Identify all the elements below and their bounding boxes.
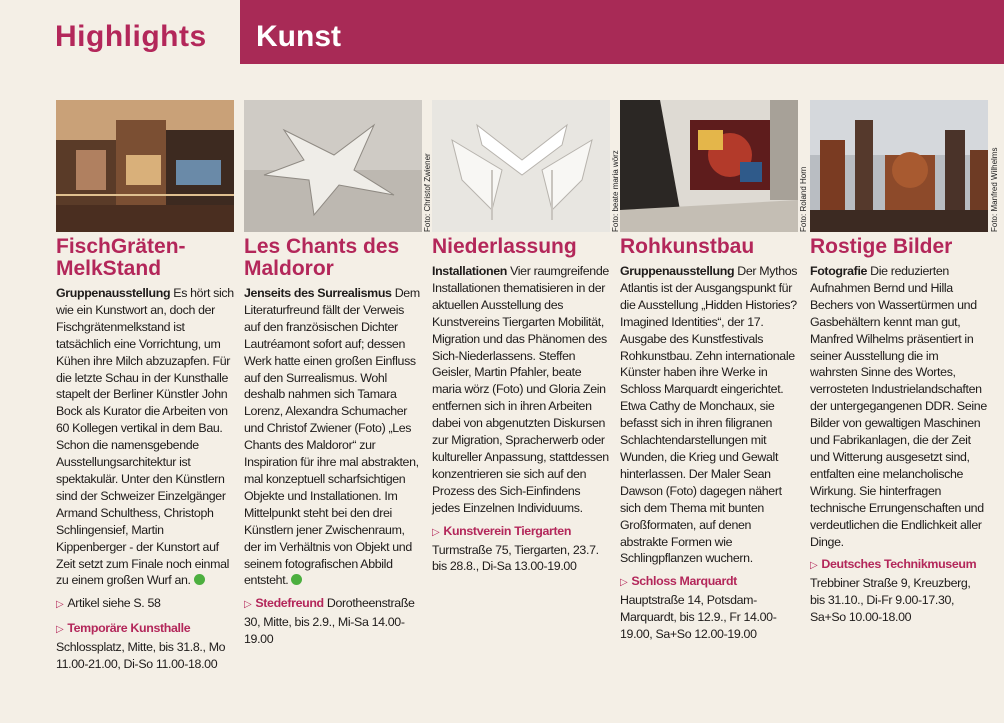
article-text: Dem Literaturfreund fällt der Verweis auf den französischen Dichter Lautréamont sofort auf; dessen Werk hatte einen großen Einfluss auf den Surrealismus. Wohl deshalb nahmen sich Tamara Lorenz, Alexandra Schumacher und Christof Zwiener (Foto) „Les Chants des Maldoror“ zur Inspiration für ihre mal abstrakten, mal konzeptuell scharfsichtigen Objekte und Installationen. Im Mittelpunkt steht bei den drei Künstlern jener Zwischenraum, der im Verhältnis von Objekt und seinem fotografischen Abbild entsteht. (244, 286, 420, 588)
triangle-icon: ▷ (810, 560, 818, 572)
photo-credit-2: Foto: Christof Zwiener (423, 153, 432, 232)
title-line: Rohkunstbau (620, 235, 755, 258)
article-title-4 (620, 236, 800, 258)
photo-credit-3: Foto: beate maria wörz (611, 150, 620, 232)
title-line: Les Chants des (244, 235, 400, 258)
photo-2 (244, 100, 422, 232)
category-bar (240, 0, 1004, 64)
photo-5 (810, 100, 988, 232)
title-line: Maldoror (244, 257, 334, 280)
article-body-5 (810, 263, 988, 626)
photo-maldoror (244, 100, 422, 232)
article-text: Vier raumgreifende Installationen thematisieren in der aktuellen Ausstellung des Kunstvereins Tiergarten Mobilität, Migration und das Phänomen des Sich-Niederlassens. Steffen Geisler, Martin Pfahler, beate maria wörz (Foto) und Gloria Zein entfernen sich in ihren Arbeiten dabei von abgenutzten Diskursen zur Migration, Spracherwerb oder kultureller Anpassung, stattdessen konzentrieren sie sich auf den Prozess des Sich-Einfindens jedes Einzelnen Individuums. (432, 264, 609, 515)
article-title-2 (244, 236, 424, 280)
venue-name: Schloss Marquardt (631, 574, 737, 589)
article-reference[interactable]: Artikel siehe S. 58 (67, 596, 161, 611)
article-lead: Gruppenausstellung (56, 286, 171, 300)
article-title-5 (810, 236, 990, 258)
photo-credit-5: Foto: Manfred Wilhelms (990, 147, 999, 232)
article-lead: Gruppenausstellung (620, 264, 735, 278)
article-lead: Installationen (432, 264, 507, 278)
title-line: MelkStand (56, 257, 162, 280)
venue-address: Turmstraße 75, Tiergarten, 23.7. bis 28.8., Di-Sa 13.00-19.00 (432, 542, 599, 574)
article-text: Es hört sich wie ein Kunstwort an, doch der Fischgrätenmelkstand ist tatsächlich eine Vorrichtung, um Kühen ihre Milch abzuzapfen. Für die letzte Schau in der Kunsthalle stapelt der Berliner Künstler John Bock als Kurator die Arbeiten von 60 Kollegen vertikal in dem Bau. Schon die namensgebende Ausstellungsarchitektur ist spektakulär. Unter den Künstlern sind der Schweizer Einzelgänger Armand Schulthess, Christoph Schlingensief, Martin Kippenberger - der Kunstort auf Zeit setzt zum Finale noch einmal zu einem großen Wurf an. (56, 286, 234, 588)
triangle-icon: ▷ (432, 526, 440, 538)
end-dot-icon (194, 574, 205, 585)
article-text: Die reduzierten Aufnahmen Bernd und Hilla Bechers von Wassertürmen und Gasbehältern kennt man gut, Manfred Wilhelms präsentiert in seiner Ausstellung die im wahrsten Sinne des Wortes, verrosteten Industrielandschaften der untergegangenen DDR. Seine Bilder von gewaltigen Maschinen und Fabrikanlagen, die der Zeit und Witterung ausgesetzt sind, entfalten eine melancholische Wirkung. Sie hinterfragen technische Errungenschaften und verdeutlichen die Endlichkeit aller Dinge. (810, 264, 987, 549)
article-body-2 (244, 285, 422, 648)
venue-name: Stedefreund (255, 596, 324, 611)
article-text: Der Mythos Atlantis ist der Ausgangspunkt für die Ausstellung „Hidden Histories? Imagined Identities“, der 17. Ausgabe des Kunstfestivals Rohkunstbau. Zehn internationale Künster haben ihre Werke in Schloss Marquardt eingerichtet. Etwa Cathy de Monchaux, sie befasst sich in ihren filigranen Schlachtendarstellungen mit Wunden, die Krieg und Gewalt hinterlassen. Der Maler Sean Dawson (Foto) dagegen nähert sich dem Thema mit bunten Großformaten, auf denen abstrakte Formen wie Schlingpflanzen wuchern. (620, 264, 798, 566)
venue-name: Deutsches Technikmuseum (821, 557, 977, 572)
article-body-3 (432, 263, 610, 575)
end-dot-icon (291, 574, 302, 585)
triangle-icon: ▷ (56, 624, 64, 636)
category-title: Kunst (256, 20, 341, 53)
article-lead: Jenseits des Surrealismus (244, 286, 392, 300)
triangle-icon: ▷ (244, 599, 252, 611)
section-title: Highlights (55, 20, 207, 53)
venue-address: Trebbiner Straße 9, Kreuzberg, bis 31.10., Di-Fr 9.00-17.30, Sa+So 10.00-18.00 (810, 576, 971, 625)
section-header (0, 0, 240, 64)
title-line: Rostige Bilder (810, 235, 953, 258)
venue-address: Hauptstraße 14, Potsdam-Marquardt, bis 12.9., Fr 14.00-19.00, Sa+So 12.00-19.00 (620, 593, 777, 642)
venue-address: Dorotheenstraße 30, Mitte, bis 2.9., Mi-Sa 14.00-19.00 (244, 596, 415, 647)
photo-rostige-bilder (810, 100, 988, 232)
photo-rohkunstbau (620, 100, 798, 232)
photo-1 (56, 100, 234, 232)
title-line: Niederlassung (432, 235, 577, 258)
article-lead: Fotografie (810, 264, 868, 278)
article-title-3 (432, 236, 612, 258)
photo-credit-4: Foto: Roland Horn (799, 166, 808, 232)
venue-name: Kunstverein Tiergarten (443, 523, 572, 538)
photo-fischgraeten (56, 100, 234, 232)
article-body-4 (620, 263, 798, 643)
triangle-icon: ▷ (56, 599, 64, 611)
article-body-1 (56, 285, 234, 673)
photo-3 (432, 100, 610, 232)
article-title-1 (56, 236, 236, 280)
photo-niederlassung (432, 100, 610, 232)
venue-address: Schlossplatz, Mitte, bis 31.8., Mo 11.00-21.00, Di-So 11.00-18.00 (56, 640, 226, 672)
title-line: FischGräten- (56, 235, 186, 258)
venue-name: Temporäre Kunsthalle (67, 621, 191, 636)
triangle-icon: ▷ (620, 577, 628, 589)
photo-4 (620, 100, 798, 232)
